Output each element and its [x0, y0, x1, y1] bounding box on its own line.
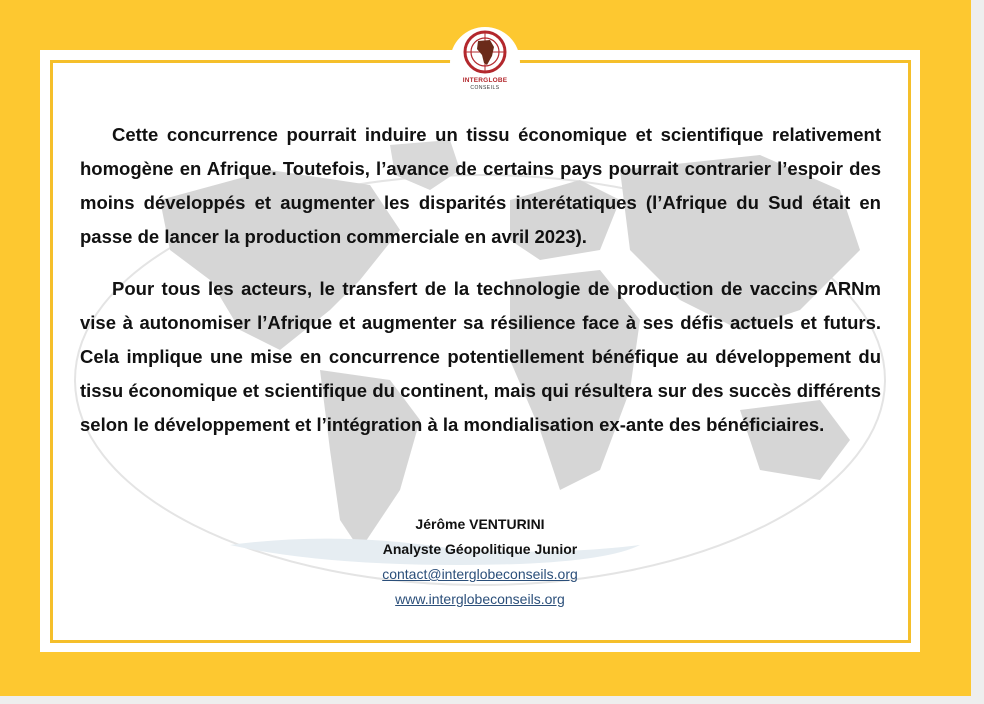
article-body: [80, 118, 881, 442]
signature-block: [240, 512, 720, 612]
logo-brand-name: INTERGLOBE: [462, 77, 508, 84]
paragraph-1: Cette concurrence pourrait induire un tissu économique et scientifique relativement homogène en Afrique. Toutefois, l’avance de certains pays pourrait contrarier l’espoir des moins développés et augmenter les disparités interétatiques (l’Afrique du Sud était en passe de lancer la production commerciale en avril 2023).: [80, 124, 881, 247]
globe-icon: [463, 30, 507, 74]
paragraph-2: Pour tous les acteurs, le transfert de la technologie de production de vaccins ARNm vise à autonomiser l’Afrique et augmenter sa résilience face à ses défis actuels et futurs. Cela implique une mise en concurrence potentiellement bénéfique au développement du tissu économique et scientifique du continent, mais qui résultera sur des succès différents selon le développement et l’intégration à la mondialisation ex-ante des bénéficiaires.: [80, 278, 881, 435]
author-role: Analyste Géopolitique Junior: [382, 541, 578, 557]
email-link[interactable]: contact@interglobeconseils.org: [382, 566, 578, 582]
screen-edge-bottom: [0, 696, 971, 704]
logo-brand-sub: CONSEILS: [470, 85, 500, 91]
interglobe-logo: [450, 27, 520, 97]
website-link[interactable]: www.interglobeconseils.org: [395, 591, 565, 607]
screen-edge-right: [971, 0, 984, 704]
author-name: Jérôme VENTURINI: [415, 516, 545, 532]
